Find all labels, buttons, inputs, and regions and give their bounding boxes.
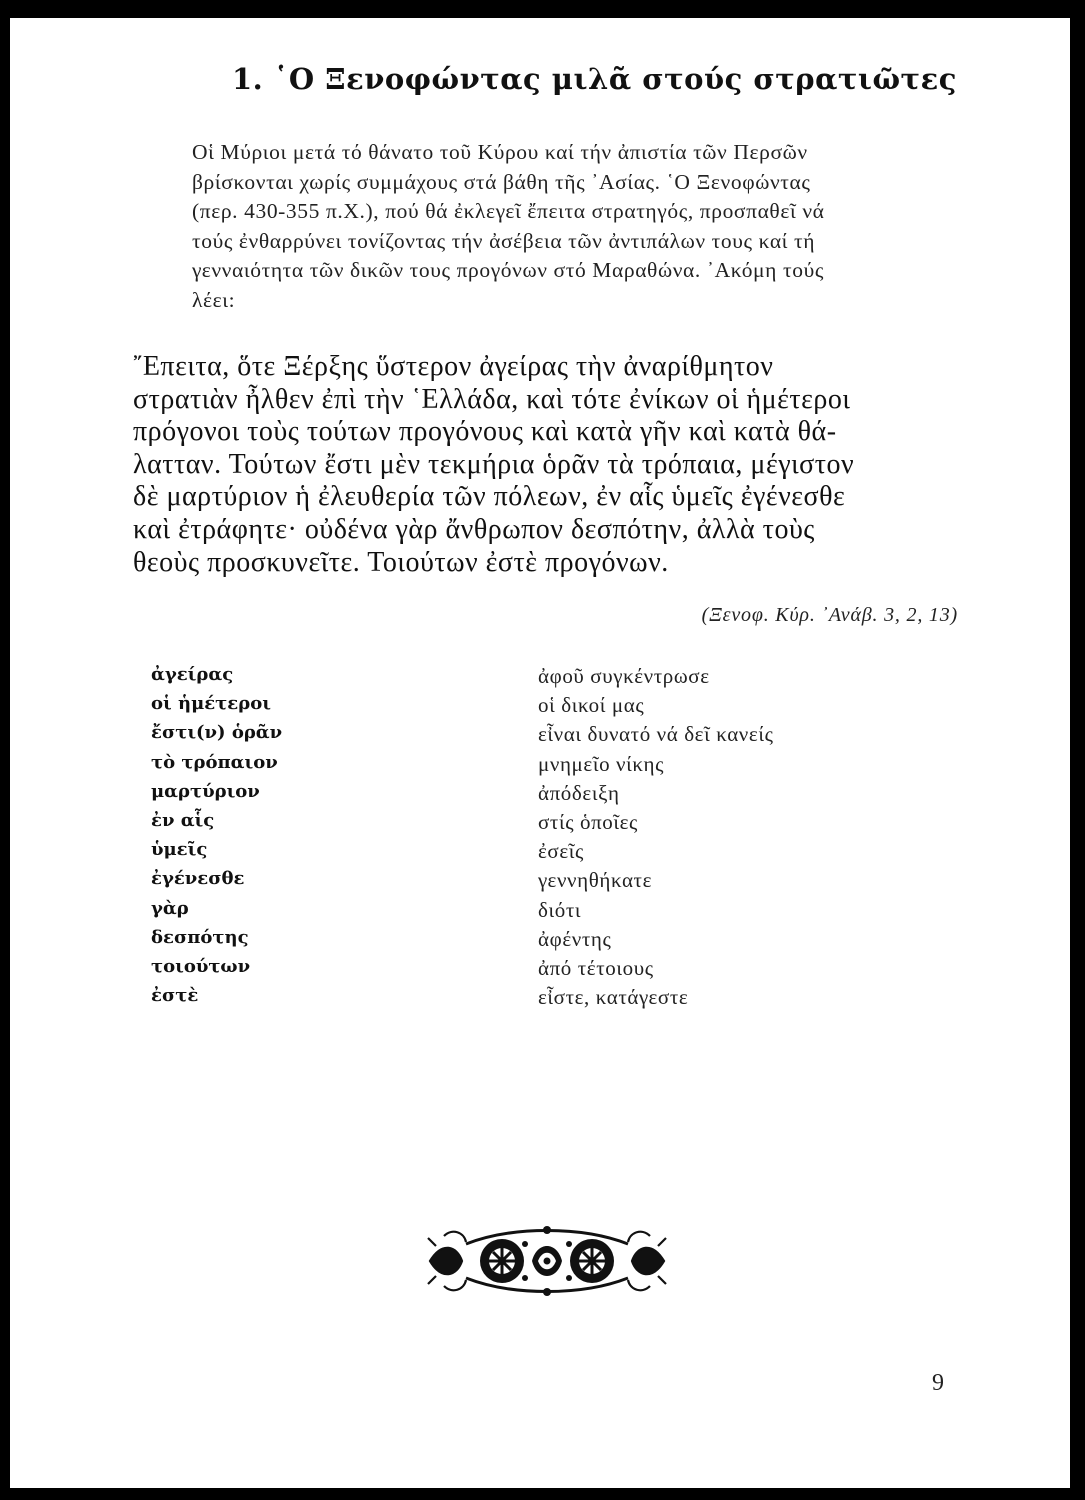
glossary-row — [151, 810, 871, 839]
glossary-definition: διότι — [538, 897, 582, 922]
passage-line: δὲ μαρτύριον ἡ ἐλευθερία τῶν πόλεων, ἐν αἷς ὑμεῖς ἐγένεσθε — [133, 481, 846, 513]
glossary-term: γὰρ — [151, 897, 189, 919]
passage-line: στρατιὰν ἦλθεν ἐπὶ τὴν ῾Ελλάδα, καὶ τότε ἐνίκων οἱ ἡμέτεροι — [133, 383, 851, 415]
glossary-term: ἀγείρας — [151, 664, 234, 685]
intro-line: λέει: — [192, 287, 236, 312]
glossary-term: δεσπότης — [151, 926, 249, 948]
passage-line: λατταν. Τούτων ἔστι μὲν τεκμήρια ὁρᾶν τὰ τρόπαια, μέγιστον — [133, 448, 855, 480]
glossary-definition: μνημεῖο νίκης — [538, 751, 665, 776]
glossary-definition: εἶναι δυνατό νά δεῖ κανείς — [538, 722, 774, 747]
glossary-row — [151, 693, 871, 722]
intro-line: (περ. 430-355 π.Χ.), πού θά ἐκλεγεῖ ἔπειτα στρατηγός, προσπαθεῖ νά — [192, 199, 825, 223]
glossary-term: ἐν αἷς — [151, 809, 215, 831]
intro-line: βρίσκονται χωρίς συμμάχους στά βάθη τῆς ᾿Ασίας. ῾Ο Ξενοφώντας — [192, 169, 811, 194]
glossary-term: ὑμεῖς — [151, 839, 208, 861]
intro-line: Οἱ Μύριοι μετά τό θάνατο τοῦ Κύρου καί τήν ἀπιστία τῶν Περσῶν — [192, 140, 808, 164]
intro-line: γενναιότητα τῶν δικῶν τους προγόνων στό Μαραθώνα. ᾿Ακόμη τούς — [192, 258, 824, 282]
glossary-definition: ἀπό τέτοιους — [538, 955, 654, 980]
intro-paragraph — [192, 138, 972, 315]
page-title: 1. ῾Ο Ξενοφώντας μιλᾶ στούς στρατιῶτες — [232, 62, 957, 96]
intro-line: τούς ἐνθαρρύνει τονίζοντας τήν ἀσέβεια τῶν ἀντιπάλων τους καί τή — [192, 228, 816, 253]
page-number: 9 — [932, 1370, 944, 1396]
glossary-row — [151, 781, 871, 810]
glossary-definition: ἀφέντης — [538, 926, 612, 951]
glossary-definition: ἀπόδειξη — [538, 780, 620, 805]
glossary-definition: ἐσεῖς — [538, 839, 584, 864]
glossary-term: τοιούτων — [151, 955, 251, 977]
glossary-row — [151, 868, 871, 897]
glossary-term: ἔστι(ν) ὁρᾶν — [151, 722, 283, 744]
glossary-row — [151, 839, 871, 868]
glossary-row — [151, 664, 871, 693]
glossary-list — [151, 664, 871, 1014]
glossary-term: οἱ ἡμέτεροι — [151, 693, 271, 715]
glossary-term: ἐστὲ — [151, 985, 199, 1007]
ancient-text-passage — [133, 351, 973, 579]
passage-line: θεοὺς προσκυνεῖτε. Τοιούτων ἐστὲ προγόνων. — [133, 546, 669, 578]
glossary-row — [151, 722, 871, 751]
glossary-row — [151, 956, 871, 985]
glossary-term: τὸ τρόπαιον — [151, 751, 278, 773]
glossary-definition: στίς ὁποῖες — [538, 809, 638, 834]
source-citation: (Ξενοφ. Κύρ. ᾿Ανάβ. 3, 2, 13) — [701, 604, 958, 626]
glossary-definition: οἱ δικοί μας — [538, 693, 645, 718]
glossary-definition: γεννηθήκατε — [538, 868, 653, 893]
glossary-row — [151, 985, 871, 1014]
passage-line: ῎Επειτα, ὅτε Ξέρξης ὕστερον ἀγείρας τὴν ἀναρίθμητον — [133, 351, 774, 382]
ornamental-vignette-icon — [422, 1216, 672, 1306]
glossary-row — [151, 898, 871, 927]
glossary-definition: εἶστε, κατάγεστε — [538, 985, 689, 1010]
glossary-definition: ἀφοῦ συγκέντρωσε — [538, 664, 710, 688]
glossary-term: ἐγένεσθε — [151, 868, 245, 890]
glossary-term: μαρτύριον — [151, 780, 260, 802]
passage-line: καὶ ἐτράφητε· οὐδένα γὰρ ἄνθρωπον δεσπότην, ἀλλὰ τοὺς — [133, 513, 815, 545]
glossary-row — [151, 927, 871, 956]
glossary-row — [151, 752, 871, 781]
passage-line: πρόγονοι τοὺς τούτων προγόνους καὶ κατὰ γῆν καὶ κατὰ θά- — [133, 416, 837, 448]
book-page — [10, 18, 1070, 1488]
